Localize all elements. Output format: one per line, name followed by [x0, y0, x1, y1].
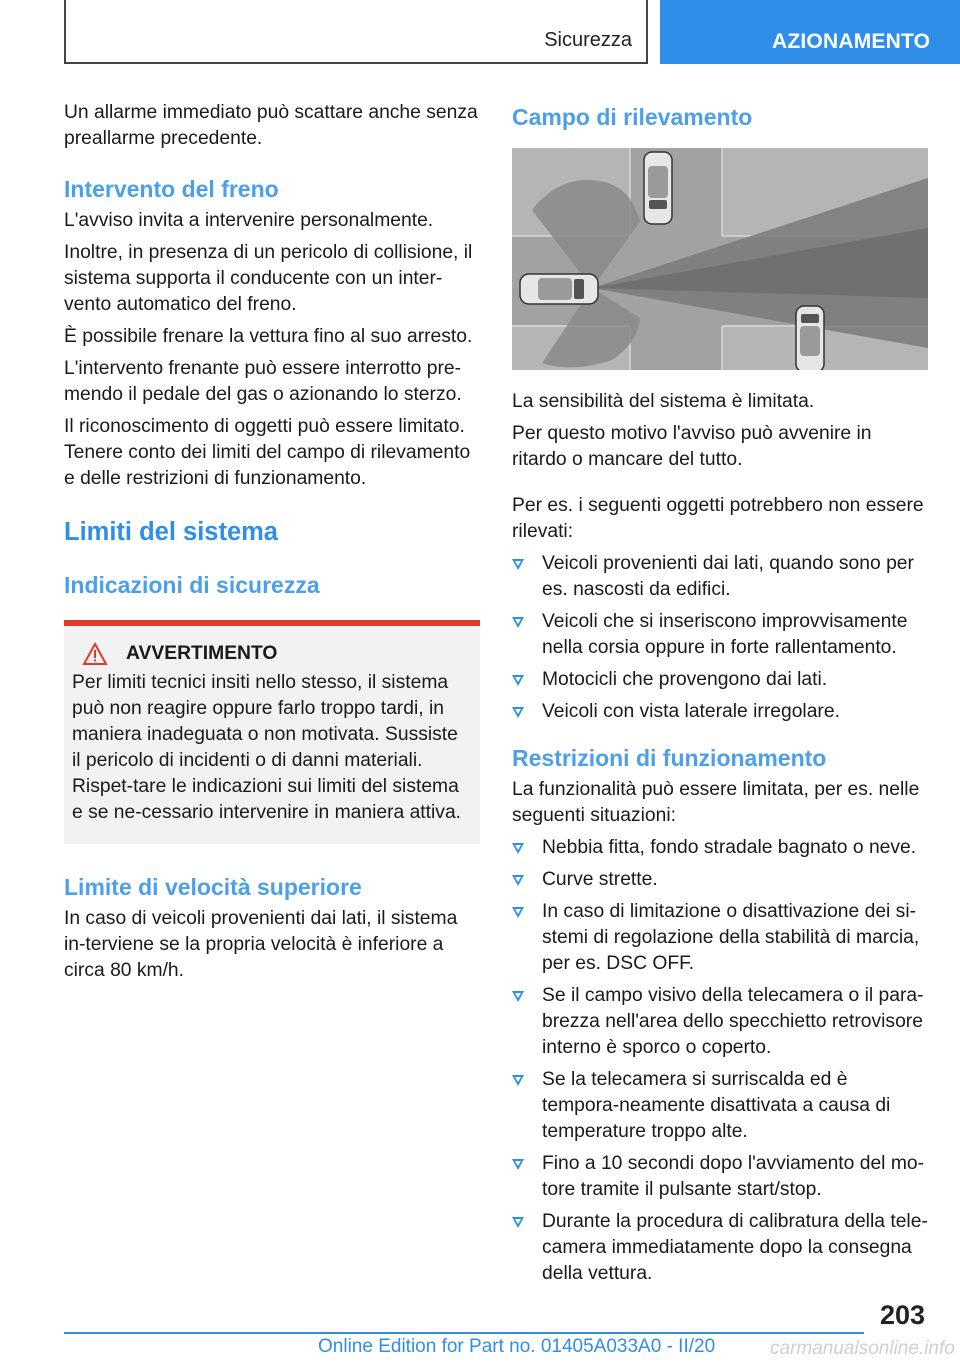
bullet-triangle-icon [512, 617, 524, 628]
range-title: Campo di rilevamento [512, 104, 753, 130]
list-item: Veicoli provenienti dai lati, quando sono per es. nascosti da edifici. [512, 551, 928, 603]
bullet-triangle-icon [512, 1159, 524, 1170]
bullet-triangle-icon [512, 907, 524, 918]
range-list [512, 551, 928, 725]
list-item: Se il campo visivo della telecamera o il para‐brezza nell'area dello specchietto retrovisore interno è sporco o coperto. [512, 983, 928, 1061]
speed-text: In caso di veicoli provenienti dai lati, il sistema in‐terviene se la propria velocità è inferiore a circa 80 km/h. [64, 908, 458, 981]
brake-text-5: Il riconoscimento di oggetti può essere limitato. Tenere conto dei limiti del campo di rilevamento e delle restrizioni di funzionamento. [64, 416, 471, 489]
bullet-triangle-icon [512, 707, 524, 718]
bullet-triangle-icon [512, 1217, 524, 1228]
bullet-triangle-icon [512, 875, 524, 886]
list-item: Nebbia fitta, fondo stradale bagnato o neve. [512, 835, 928, 861]
range-text-2: Per questo motivo l'avviso può avvenire in ritardo o mancare del tutto. [512, 423, 872, 470]
brake-text-4: L'intervento frenante può essere interrotto pre‐mendo il pedale del gas o azionando lo sterzo. [64, 358, 462, 405]
footer-rule [64, 1332, 864, 1334]
brake-text-3: È possibile frenare la vettura fino al suo arresto. [64, 326, 473, 347]
left-column [64, 100, 480, 984]
header-section-box [64, 0, 648, 64]
footer-edition: Online Edition for Part no. 01405A033A0 - II/20 [318, 1336, 716, 1357]
bullet-triangle-icon [512, 1075, 524, 1086]
warning-triangle-icon [82, 642, 108, 666]
detection-range-illustration [512, 148, 928, 370]
bullet-triangle-icon [512, 843, 524, 854]
warning-text: Per limiti tecnici insiti nello stesso, il sistema può non reagire oppure farlo troppo tardi, in maniera inadeguata o non motivata. Sussiste il pericolo di incidenti o di danni materiali. Rispet‐tare le indicazioni sui limiti del sistema e se ne‐cessario intervenire in maniera attiva. [72, 672, 462, 823]
list-item: Fino a 10 secondi dopo l'avviamento del mo‐tore tramite il pulsante start/stop. [512, 1151, 928, 1203]
list-item: Motocicli che provengono dai lati. [512, 667, 928, 693]
intro-text: Un allarme immediato può scattare anche senza preallarme precedente. [64, 102, 478, 149]
brake-text-2: Inoltre, in presenza di un pericolo di collisione, il sistema supporta il conducente con un inter‐vento automatico del freno. [64, 242, 473, 315]
brake-text-1: L'avviso invita a intervenire personalmente. [64, 210, 434, 231]
page-number: 203 [880, 1300, 926, 1330]
bullet-triangle-icon [512, 675, 524, 686]
safety-title: Indicazioni di sicurezza [64, 572, 320, 598]
range-text-3: Per es. i seguenti oggetti potrebbero non essere rilevati: [512, 495, 924, 542]
restrictions-title: Restrizioni di funzionamento [512, 745, 827, 771]
bullet-triangle-icon [512, 991, 524, 1002]
list-item: Curve strette. [512, 867, 928, 893]
brake-title: Intervento del freno [64, 176, 279, 202]
header-chapter-tab: AZIONAMENTO [660, 0, 960, 64]
list-item: In caso di limitazione o disattivazione dei si‐stemi di regolazione della stabilità di marcia, per es. DSC OFF. [512, 899, 928, 977]
warning-box [64, 620, 480, 844]
list-item: Veicoli che si inseriscono improvvisamente nella corsia oppure in forte rallentamento. [512, 609, 928, 661]
warning-title: AVVERTIMENTO [126, 643, 278, 664]
watermark: carmanualsonline.info [770, 1338, 955, 1359]
header-section-title: Sicurezza [544, 29, 632, 51]
range-text-1: La sensibilità del sistema è limitata. [512, 391, 815, 412]
restrictions-text: La funzionalità può essere limitata, per es. nelle seguenti situazioni: [512, 779, 920, 826]
list-item: Durante la procedura di calibratura della tele‐camera immediatamente dopo la consegna della vettura. [512, 1209, 928, 1287]
bullet-triangle-icon [512, 559, 524, 570]
restrictions-list [512, 835, 928, 1287]
speed-title: Limite di velocità superiore [64, 874, 362, 900]
list-item: Veicoli con vista laterale irregolare. [512, 699, 928, 725]
right-column [512, 100, 928, 1293]
limits-title: Limiti del sistema [64, 518, 278, 546]
list-item: Se la telecamera si surriscalda ed è tempora‐neamente disattivata a causa di temperature troppo alte. [512, 1067, 928, 1145]
